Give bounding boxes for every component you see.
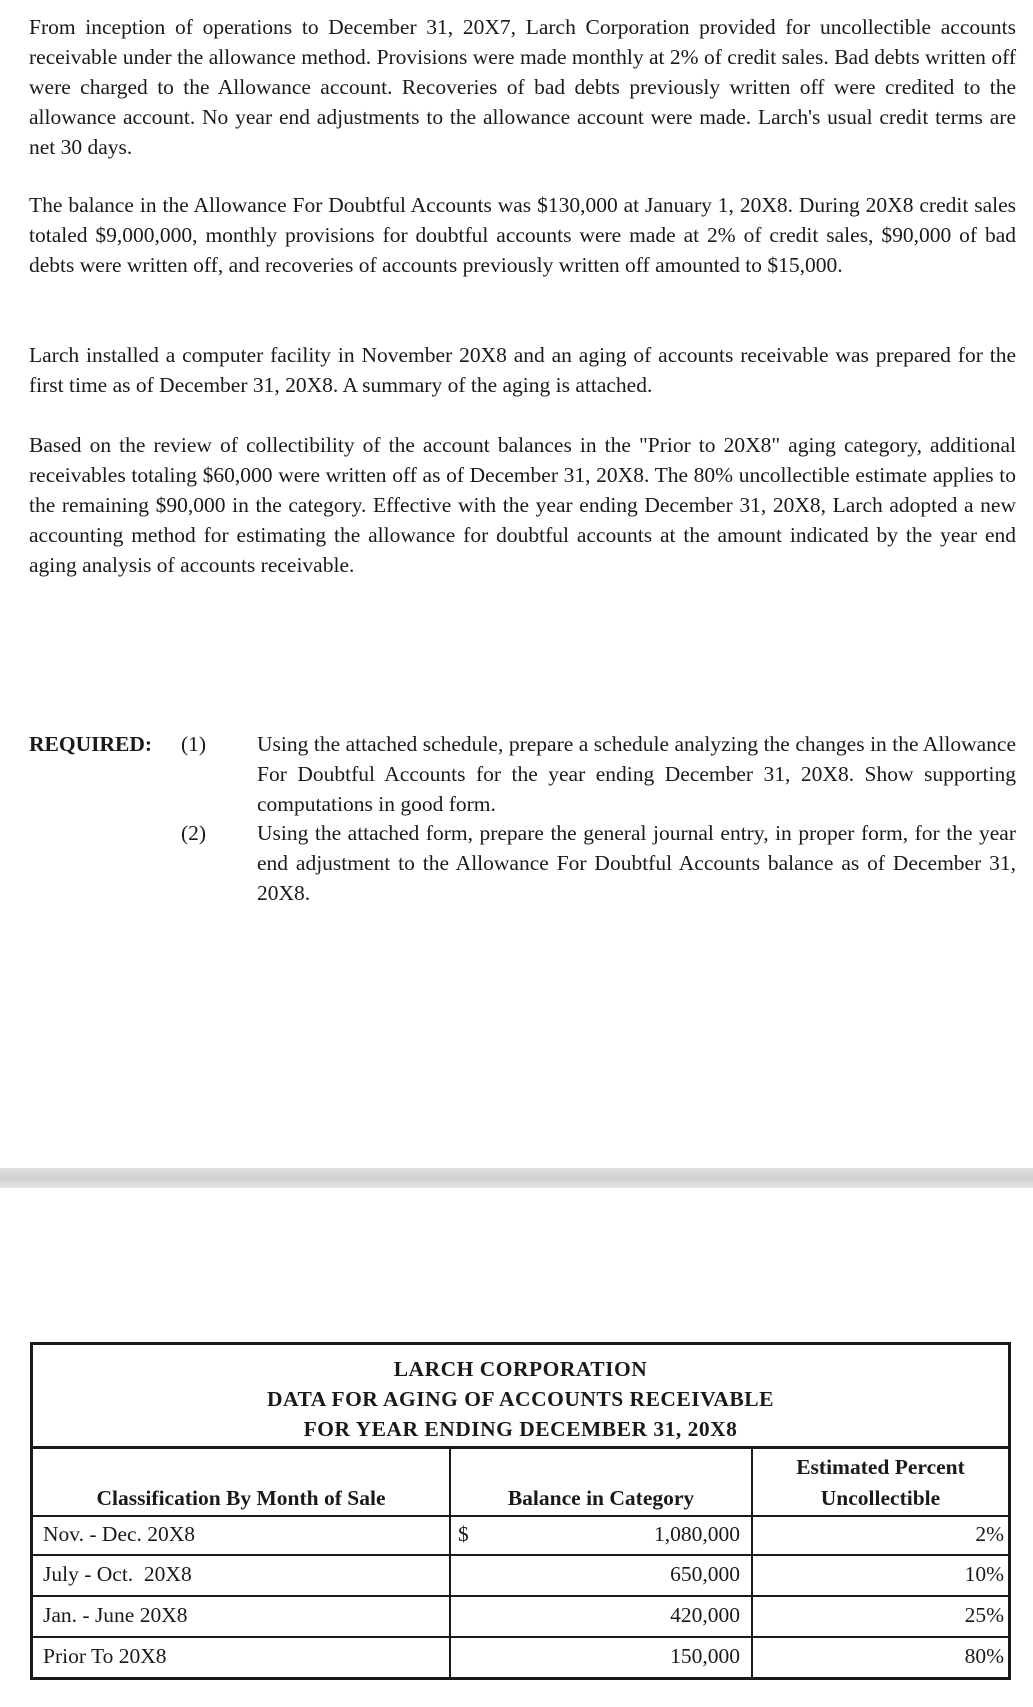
row-2-balance: 650,000 — [670, 1562, 740, 1586]
paragraph-computer-aging: Larch installed a computer facility in November 20X8 and an aging of accounts receivable was prepared for the first time as of December 31, 20X8. A summary of the aging is attached. — [29, 343, 1016, 397]
header-uncollectible: Uncollectible — [820, 1486, 941, 1510]
aging-title-subject: DATA FOR AGING OF ACCOUNTS RECEIVABLE — [267, 1387, 774, 1411]
aging-title-company: LARCH CORPORATION — [393, 1357, 648, 1381]
row-4-classification: Prior To 20X8 — [43, 1644, 167, 1668]
row-divider — [33, 1636, 1008, 1638]
paragraph-collectibility-review: Based on the review of collectibility of the account balances in the "Prior to 20X8" aging category, additional receivables totaling $60,000 were written off as of December 31, 20X8. The 80% uncollectible estimate applies to the remaining $90,000 in the category. Effective with the year ending December 31, 20X8, Larch adopted a new accounting method for estimating the allowance for doubtful accounts at the amount indicated by the year end aging analysis of accounts receivable. — [29, 433, 1016, 577]
aging-table — [30, 1342, 1011, 1680]
row-1-currency: $ — [458, 1522, 469, 1546]
row-3-percent: 25% — [964, 1603, 1004, 1627]
row-3-classification: Jan. - June 20X8 — [43, 1603, 188, 1627]
aging-table-title — [33, 1345, 1008, 1449]
required-item-1-number: (1) — [181, 732, 207, 756]
row-4-percent: 80% — [964, 1644, 1004, 1668]
required-item-1-text: Using the attached schedule, prepare a schedule analyzing the changes in the Allowance For Doubtful Accounts for the year ending December 31, 20X8. Show supporting computations in good form. — [257, 732, 1016, 816]
page-divider — [0, 1168, 1033, 1188]
row-2-classification: July - Oct. 20X8 — [43, 1562, 192, 1586]
required-item-2-number: (2) — [181, 821, 207, 845]
row-1-percent: 2% — [975, 1522, 1004, 1546]
required-label: REQUIRED: — [29, 732, 153, 756]
header-balance: Balance in Category — [507, 1486, 695, 1510]
row-1-balance: 1,080,000 — [654, 1522, 740, 1546]
required-item-2-text: Using the attached form, prepare the general journal entry, in proper form, for the year end adjustment to the Allowance For Doubtful Accounts balance as of December 31, 20X8. — [257, 821, 1016, 905]
row-4-balance: 150,000 — [670, 1644, 740, 1668]
header-classification: Classification By Month of Sale — [96, 1486, 386, 1510]
row-divider — [33, 1515, 1008, 1517]
row-3-balance: 420,000 — [670, 1603, 740, 1627]
row-divider — [33, 1554, 1008, 1556]
paragraph-allowance-balance-20x8: The balance in the Allowance For Doubtful Accounts was $130,000 at January 1, 20X8. During 20X8 credit sales totaled $9,000,000, monthly provisions for doubtful accounts were made at 2% of credit sales, $90,000 of bad debts were written off, and recoveries of accounts previously written off amounted to $15,000. — [29, 193, 1016, 277]
paragraph-inception-allowance-method: From inception of operations to December 31, 20X7, Larch Corporation provided for uncollectible accounts receivable under the allowance method. Provisions were made monthly at 2% of credit sales. Bad debts written off were charged to the Allowance account. Recoveries of bad debts previously written off were credited to the allowance account. No year end adjustments to the allowance account were made. Larch's usual credit terms are net 30 days. — [29, 15, 1016, 159]
row-divider — [33, 1595, 1008, 1597]
header-estimated-percent: Estimated Percent — [796, 1455, 965, 1479]
aging-title-period: FOR YEAR ENDING DECEMBER 31, 20X8 — [303, 1417, 738, 1441]
row-1-classification: Nov. - Dec. 20X8 — [43, 1522, 196, 1546]
row-2-percent: 10% — [964, 1562, 1004, 1586]
